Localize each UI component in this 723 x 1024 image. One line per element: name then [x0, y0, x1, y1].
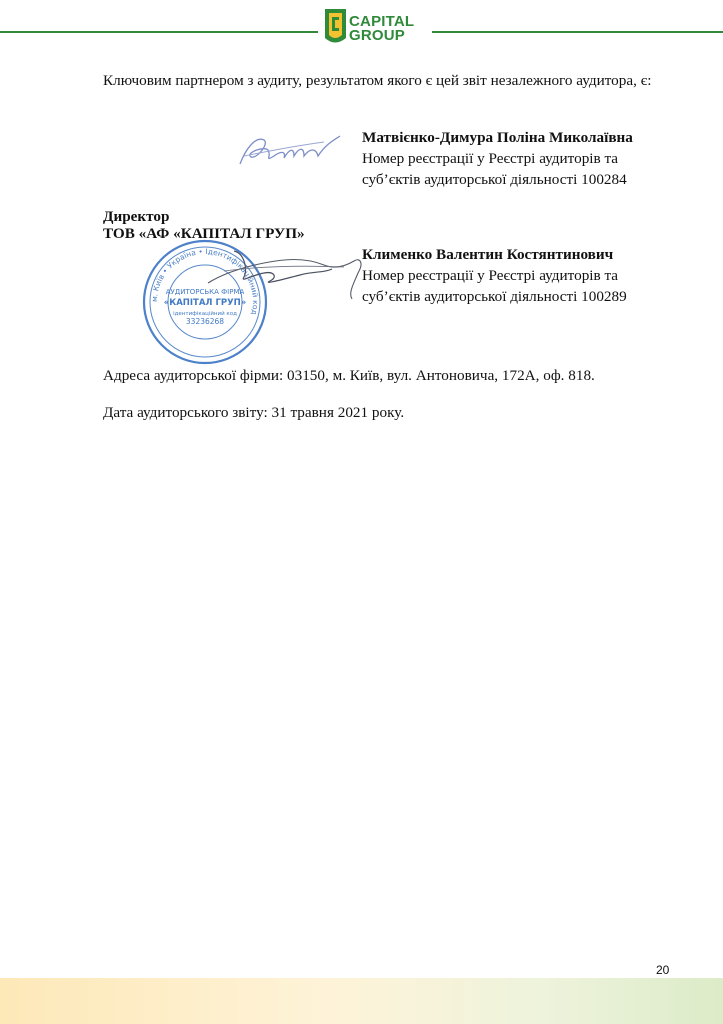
header-rule-left — [0, 31, 318, 33]
stamp-code: 33236268 — [185, 317, 225, 326]
director-title: Директор — [103, 208, 170, 225]
header-rule-right — [432, 31, 723, 33]
director-name: Клименко Валентин Костянтинович — [362, 246, 614, 263]
stamp-line3: ідентифікаційний код — [173, 311, 237, 317]
director-registration-line1: Номер реєстрації у Реєстрі аудиторів та — [362, 267, 619, 284]
intro-paragraph: Ключовим партнером з аудиту, результатом якого є цей звіт незалежного аудитора, є: — [103, 72, 652, 89]
stamp-line1: АУДИТОРСЬКА ФІРМА — [165, 288, 245, 296]
director-signature-icon — [204, 243, 370, 303]
partner-name: Матвієнко-Димура Поліна Миколаївна — [362, 129, 633, 146]
partner-registration-line1: Номер реєстрації у Реєстрі аудиторів та — [362, 150, 619, 167]
report-date: Дата аудиторського звіту: 31 травня 2021 року. — [103, 404, 405, 421]
stamp-line2: «КАПІТАЛ ГРУП» — [163, 298, 247, 308]
partner-signature-icon — [234, 126, 344, 170]
footer-band — [0, 978, 723, 1024]
logo-text-group: GROUP — [349, 27, 406, 44]
director-registration-line2: суб’єктів аудиторської діяльності 100289 — [362, 288, 627, 305]
page-number: 20 — [656, 963, 670, 977]
stamp-outer-text: м. Київ • Україна • Ідентифікаційний код — [149, 246, 261, 316]
firm-address: Адреса аудиторської фірми: 03150, м. Київ, вул. Антоновича, 172А, оф. 818. — [103, 367, 595, 384]
logo-text-capital: CAPITAL — [349, 13, 415, 30]
company-name: ТОВ «АФ «КАПІТАЛ ГРУП» — [103, 225, 305, 242]
partner-registration-line2: суб’єктів аудиторської діяльності 100284 — [362, 171, 627, 188]
